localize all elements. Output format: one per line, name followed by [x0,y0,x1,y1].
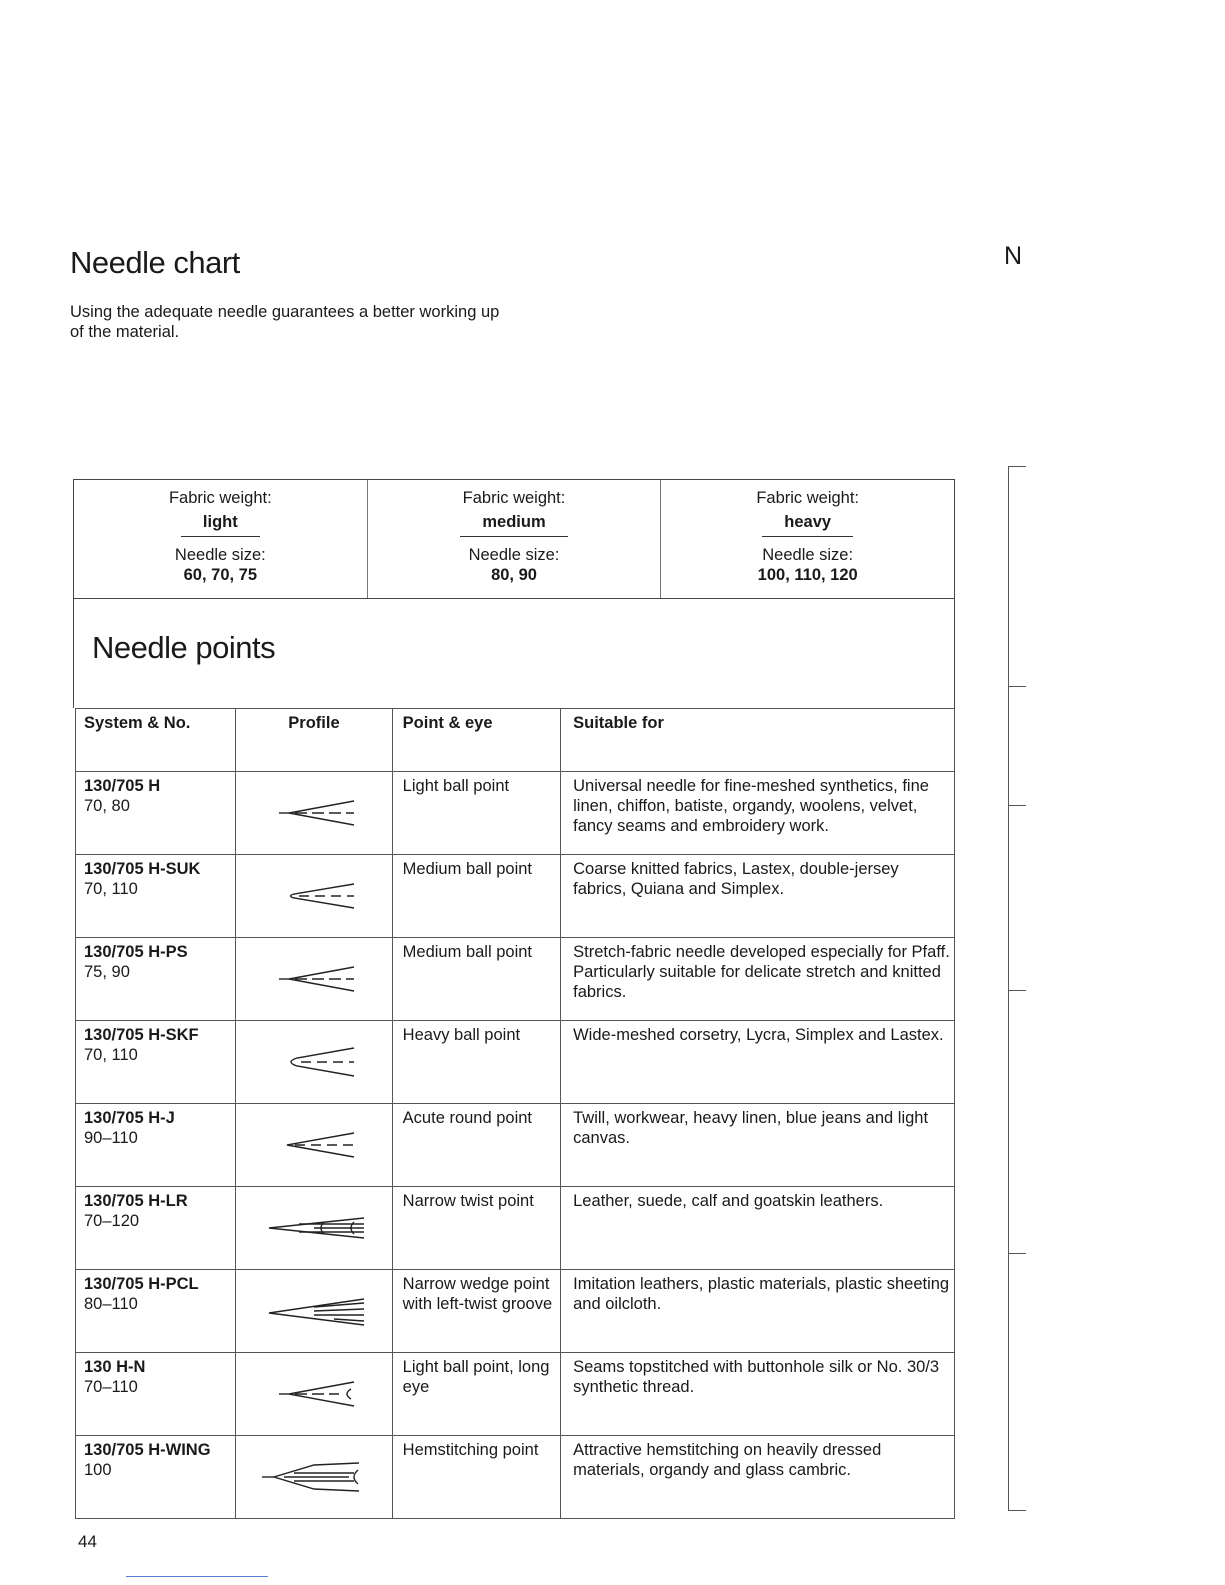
system-sizes: 70–120 [84,1212,140,1230]
system-sizes: 70–110 [84,1378,138,1396]
side-index-tick [1008,805,1026,806]
table-row [76,1021,955,1104]
system-cell [76,1270,236,1353]
system-sizes: 80–110 [84,1295,138,1313]
narrow-twist-point-profile-icon [236,1208,391,1248]
suitable-for-cell: Twill, workwear, heavy linen, blue jeans and light canvas. [561,1104,955,1187]
profile-cell [236,855,392,938]
profile-cell [236,1436,392,1519]
point-eye-cell: Light ball point, long eye [392,1353,560,1436]
fabric-weight-table [73,479,955,599]
table-row [76,938,955,1021]
long-eye-point-profile-icon [236,1374,391,1414]
needle-size-value: 60, 70, 75 [183,566,258,584]
column-header-suitable: Suitable for [561,709,955,772]
fabric-weight-value: light [181,508,260,537]
suitable-for-cell: Universal needle for fine-meshed synthetics, fine linen, chiffon, batiste, organdy, woolens, velvet, fancy seams and embroidery work. [561,772,955,855]
column-header-point: Point & eye [392,709,560,772]
side-index-tick [1008,686,1026,687]
system-number: 130/705 H-WING [84,1441,211,1459]
table-row [76,772,955,855]
table-row [76,1187,955,1270]
suitable-for-cell: Seams topstitched with buttonhole silk or No. 30/3 synthetic thread. [561,1353,955,1436]
table-row [76,1353,955,1436]
profile-cell [236,1104,392,1187]
profile-cell [236,1270,392,1353]
needle-points-title: Needle points [92,630,276,665]
system-cell [76,772,236,855]
fabric-weight-label: Fabric weight: [168,489,272,507]
section-tab-letter: N [1004,242,1023,270]
system-number: 130/705 H-SUK [84,860,201,878]
system-number: 130/705 H-J [84,1109,175,1127]
table-row [76,1270,955,1353]
system-cell [76,855,236,938]
suitable-for-cell: Coarse knitted fabrics, Lastex, double-jersey fabrics, Quiana and Simplex. [561,855,955,938]
system-number: 130/705 H-SKF [84,1026,199,1044]
suitable-for-cell: Imitation leathers, plastic materials, plastic sheeting and oilcloth. [561,1270,955,1353]
narrow-wedge-point-profile-icon [236,1291,391,1331]
profile-cell [236,1021,392,1104]
side-index-tick [1008,1510,1026,1511]
page-number: 44 [78,1532,97,1551]
system-cell [76,1353,236,1436]
side-index-bar [1008,466,1009,1511]
system-number: 130 H-N [84,1358,146,1376]
system-cell [76,1436,236,1519]
system-sizes: 70, 80 [84,797,130,815]
system-cell [76,938,236,1021]
needle-size-label: Needle size: [468,546,560,564]
page-title: Needle chart [70,245,240,280]
footer-rule [126,1576,268,1577]
profile-cell [236,1187,392,1270]
medium-ball-point-profile-icon [236,876,391,916]
point-eye-cell: Medium ball point [392,855,560,938]
system-cell [76,1187,236,1270]
suitable-for-cell: Leather, suede, calf and goatskin leathers. [561,1187,955,1270]
fabric-weight-heavy [661,480,954,598]
system-cell [76,1021,236,1104]
fabric-weight-value: heavy [762,508,853,537]
point-eye-cell: Heavy ball point [392,1021,560,1104]
point-eye-cell: Medium ball point [392,938,560,1021]
fabric-weight-value: medium [460,508,567,537]
acute-round-point-profile-icon [236,1125,391,1165]
fabric-weight-medium [368,480,662,598]
point-eye-cell: Hemstitching point [392,1436,560,1519]
system-number: 130/705 H [84,777,161,795]
point-eye-cell: Narrow twist point [392,1187,560,1270]
point-eye-cell: Light ball point [392,772,560,855]
suitable-for-cell: Attractive hemstitching on heavily dressed materials, organdy and glass cambric. [561,1436,955,1519]
point-eye-cell: Narrow wedge point with left-twist groove [392,1270,560,1353]
hemstitching-point-profile-icon [236,1457,391,1497]
profile-cell [236,1353,392,1436]
fabric-weight-label: Fabric weight: [756,489,860,507]
table-row [76,1436,955,1519]
profile-cell [236,938,392,1021]
fabric-weight-label: Fabric weight: [462,489,566,507]
profile-cell [236,772,392,855]
side-index-tick [1008,1253,1026,1254]
side-index-tick [1008,466,1026,467]
side-index-tick [1008,990,1026,991]
intro-text: Using the adequate needle guarantees a better working up of the material. [70,303,500,341]
system-number: 130/705 H-PCL [84,1275,199,1293]
needle-size-label: Needle size: [174,546,266,564]
suitable-for-cell: Wide-meshed corsetry, Lycra, Simplex and Lastex. [561,1021,955,1104]
column-header-profile: Profile [236,709,392,772]
needle-size-value: 100, 110, 120 [757,566,858,584]
system-sizes: 70, 110 [84,880,138,898]
system-sizes: 90–110 [84,1129,138,1147]
system-sizes: 75, 90 [84,963,130,981]
fabric-weight-light [74,480,368,598]
column-header-system: System & No. [76,709,236,772]
stretch-point-profile-icon [236,959,391,999]
heavy-ball-point-profile-icon [236,1042,391,1082]
system-sizes: 70, 110 [84,1046,138,1064]
point-eye-cell: Acute round point [392,1104,560,1187]
table-header-row [76,709,955,772]
needle-points-table [75,708,955,1519]
light-ball-point-profile-icon [236,793,391,833]
suitable-for-cell: Stretch-fabric needle developed especially for Pfaff. Particularly suitable for delicate stretch and knitted fabrics. [561,938,955,1021]
table-row [76,855,955,938]
system-number: 130/705 H-LR [84,1192,188,1210]
needle-size-value: 80, 90 [491,566,537,584]
table-row [76,1104,955,1187]
system-number: 130/705 H-PS [84,943,188,961]
system-sizes: 100 [84,1461,112,1479]
needle-size-label: Needle size: [762,546,854,564]
system-cell [76,1104,236,1187]
